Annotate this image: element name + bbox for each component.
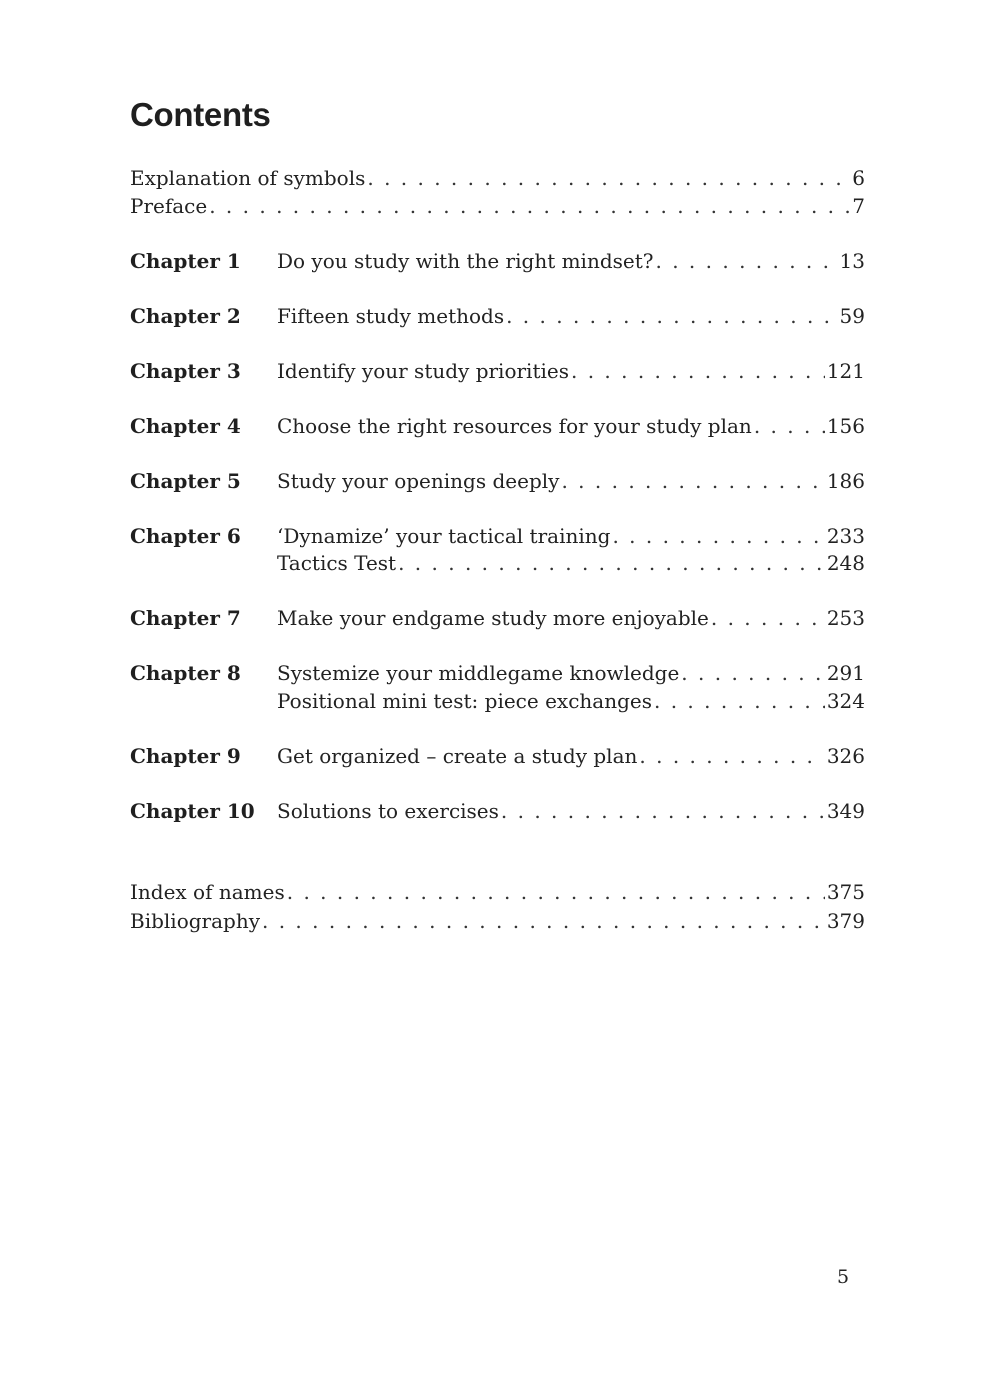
dot-leader [656,247,838,275]
toc-entry [277,467,865,495]
toc-entry-title: Do you study with the right mindset? [277,249,654,273]
toc-entry [277,742,865,770]
toc-entry-page: 324 [826,689,865,713]
dot-leader [754,412,825,440]
toc-entry-page: 248 [826,551,865,575]
toc-entry [277,604,865,632]
toc-entry-page: 375 [826,880,865,904]
toc-entry-title: Tactics Test [277,551,397,575]
toc-entry-title: Choose the right resources for your study plan [277,414,752,438]
toc-entry-title: Explanation of symbols [130,166,366,190]
toc-entry-page: 7 [852,194,865,218]
toc-entry-title: ‘Dynamize’ your tactical training [277,524,611,548]
dot-leader [287,878,825,906]
dot-leader [561,467,824,495]
dot-leader [639,742,824,770]
dot-leader [209,192,850,220]
toc-entry-preface [130,192,865,220]
toc-entry-page: 253 [826,606,865,630]
toc-entry-title: Solutions to exercises [277,799,499,823]
toc-entry [277,522,865,550]
toc-entry [277,687,865,715]
toc-entry-title: Fifteen study methods [277,304,505,328]
toc-entry-page: 233 [826,524,865,548]
toc-entry [277,412,865,440]
toc-entry [277,247,865,275]
toc-entry-page: 13 [839,249,865,273]
dot-leader [571,357,825,385]
toc-entry [277,357,865,385]
chapter-label: Chapter 3 [130,359,241,383]
dot-leader [711,604,825,632]
contents-heading: Contents [130,96,271,133]
chapter-label: Chapter 5 [130,469,241,493]
dot-leader [398,549,825,577]
toc-entry-page: 121 [826,359,865,383]
toc-entry-title: Get organized – create a study plan [277,744,638,768]
dot-leader [612,522,824,550]
toc-entry-title: Preface [130,194,208,218]
toc-entry-title: Bibliography [130,909,260,933]
toc-entry [277,549,865,577]
toc-entry-title: Positional mini test: piece exchanges [277,689,652,713]
toc-entry-page: 349 [826,799,865,823]
toc-entry [277,797,865,825]
toc-entry-title: Make your endgame study more enjoyable [277,606,709,630]
toc-entry-title: Systemize your middlegame knowledge [277,661,680,685]
dot-leader [262,907,825,935]
toc-entry-page: 291 [826,661,865,685]
chapter-label: Chapter 7 [130,606,241,630]
chapter-label: Chapter 4 [130,414,241,438]
dot-leader [681,659,825,687]
chapter-label: Chapter 1 [130,249,241,273]
chapter-label: Chapter 10 [130,799,255,823]
toc-entry-title: Index of names [130,880,285,904]
toc-entry-page: 59 [839,304,865,328]
dot-leader [506,302,837,330]
chapter-label: Chapter 8 [130,661,241,685]
toc-entry-page: 156 [826,414,865,438]
dot-leader [501,797,825,825]
dot-leader [654,687,825,715]
dot-leader [367,164,850,192]
chapter-label: Chapter 9 [130,744,241,768]
page-number: 5 [837,1266,850,1288]
toc-entry-bibliography [130,907,865,935]
toc-entry-title: Study your openings deeply [277,469,560,493]
toc-entry-title: Identify your study priorities [277,359,569,383]
chapter-label: Chapter 6 [130,524,241,548]
toc-entry-page: 379 [826,909,865,933]
toc-entry-page: 186 [826,469,865,493]
toc-entry-page: 6 [852,166,865,190]
toc-entry-page: 326 [826,744,865,768]
chapter-label: Chapter 2 [130,304,241,328]
toc-entry [277,659,865,687]
toc-entry-index-of-names [130,878,865,906]
toc-entry [277,302,865,330]
toc-entry-explanation-of-symbols [130,164,865,192]
